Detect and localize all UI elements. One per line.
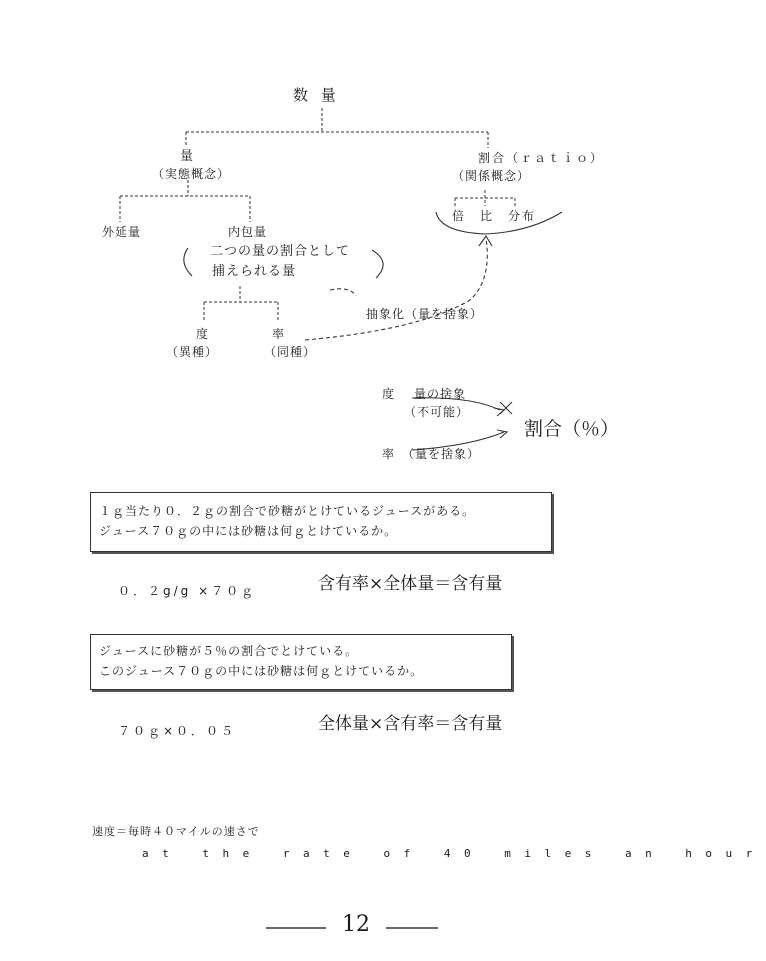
problem2-formula: 全体量×含有率＝含有量: [318, 714, 503, 734]
diagram2-rate: 率: [382, 447, 396, 461]
problem2-line2: このジュース７０ｇの中には砂糖は何ｇとけているか。: [99, 664, 424, 678]
tree-rate: 率: [272, 327, 286, 341]
diagram2-result: 割合（％）: [524, 418, 620, 440]
diagram2-rate-note: （量を捨象）: [402, 447, 481, 461]
diagram2-degree: 度: [382, 387, 396, 401]
tree-rate-sub: （同種）: [264, 345, 317, 359]
problem2-box: [90, 634, 512, 690]
problem1-line2: ジュース７０ｇの中には砂糖は何ｇとけているか。: [99, 524, 398, 538]
tree-quantity: 量: [180, 149, 195, 164]
problem2-line1: ジュースに砂糖が５％の割合でとけている。: [99, 644, 359, 658]
tree-degree-sub: （異種）: [166, 345, 219, 359]
page-number: 12: [342, 912, 370, 937]
speed-en: at the rate of 40 miles an hour: [142, 847, 766, 860]
problem1-box: [90, 492, 552, 552]
problem1-calc: ０．２g/g ×７０ｇ: [118, 584, 257, 598]
tree-ratio: 割合（ｒａｔｉｏ）: [478, 151, 605, 165]
tree-root: 数 量: [293, 86, 340, 104]
tree-intensive-note-2: 捕えられる量: [212, 264, 297, 279]
tree-intensive-note-1: 二つの量の割合として: [210, 244, 351, 259]
diagram2-degree-note: 量の捨象: [414, 387, 467, 401]
problem1-line1: １ｇ当たり０．２ｇの割合で砂糖がとけているジュースがある。: [99, 504, 476, 518]
speed-jp: 速度＝毎時４０マイルの速さで: [92, 825, 260, 838]
tree-abstraction: 抽象化（量を捨象）: [366, 307, 484, 321]
problem2-calc: ７０ｇ×０．０５: [118, 724, 237, 738]
tree-ratio-kinds: 倍 比 分布: [452, 209, 537, 223]
tree-ratio-sub: （関係概念）: [452, 169, 531, 183]
problem1-formula: 含有率×全体量＝含有量: [318, 574, 503, 594]
tree-extensive: 外延量: [102, 225, 142, 239]
diagram2-impossible: （不可能）: [404, 405, 470, 419]
tree-quantity-sub: （実態概念）: [152, 167, 231, 181]
tree-intensive: 内包量: [228, 225, 268, 239]
tree-degree: 度: [196, 327, 210, 341]
